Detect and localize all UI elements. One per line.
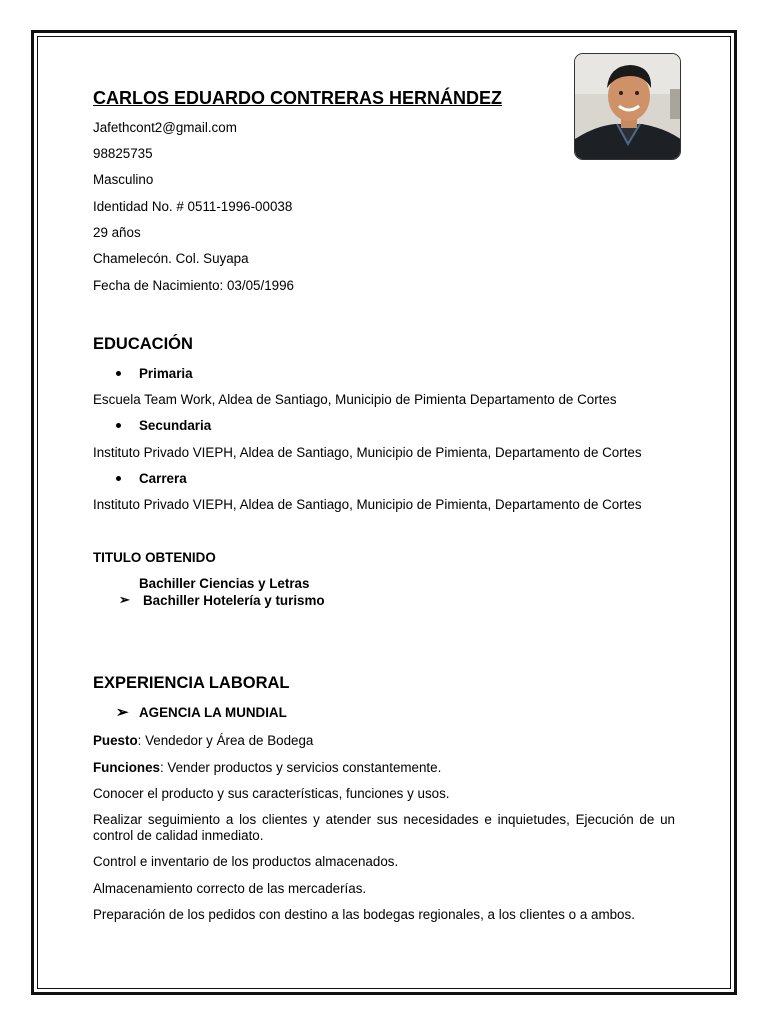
email: Jafethcont2@gmail.com	[93, 120, 237, 135]
bullet-icon	[116, 371, 121, 376]
address: Chamelecón. Col. Suyapa	[93, 251, 249, 266]
bullet-icon	[116, 423, 121, 428]
duty-line: Almacenamiento correcto de las mercaderías.	[93, 881, 367, 896]
phone: 98825735	[93, 146, 153, 161]
duty-line: Conocer el producto y sus características, funciones y usos.	[93, 786, 450, 801]
position-line	[93, 733, 313, 748]
education-school: Escuela Team Work, Aldea de Santiago, Municipio de Pimienta Departamento de Cortes	[93, 392, 617, 407]
education-school: Instituto Privado VIEPH, Aldea de Santiago, Municipio de Pimienta, Departamento de Cortes	[93, 497, 642, 512]
education-school: Instituto Privado VIEPH, Aldea de Santiago, Municipio de Pimienta, Departamento de Cortes	[93, 445, 642, 460]
position-value: : Vendedor y Área de Bodega	[137, 733, 314, 748]
degree-item: Bachiller Ciencias y Letras	[139, 576, 310, 591]
gender: Masculino	[93, 172, 154, 187]
bullet-icon	[116, 476, 121, 481]
arrow-bullet-icon: ➢	[119, 592, 130, 607]
functions-line	[93, 760, 441, 775]
functions-label: Funciones	[93, 760, 160, 775]
position-label: Puesto	[93, 733, 138, 748]
education-level: Secundaria	[139, 418, 212, 433]
functions-value: : Vender productos y servicios constantemente.	[159, 760, 442, 775]
full-name: CARLOS EDUARDO CONTRERAS HERNÁNDEZ	[93, 88, 503, 108]
company-name: AGENCIA LA MUNDIAL	[139, 705, 287, 720]
arrow-bullet-icon: ➢	[116, 704, 129, 721]
age: 29 años	[93, 225, 141, 240]
duty-line: Preparación de los pedidos con destino a las bodegas regionales, a los clientes o a ambos.	[93, 907, 635, 922]
id-number: Identidad No. # 0511-1996-00038	[93, 199, 293, 214]
person-photo-icon	[575, 54, 681, 160]
birth-date: Fecha de Nacimiento: 03/05/1996	[93, 278, 294, 293]
experience-heading: EXPERIENCIA LABORAL	[93, 674, 290, 692]
education-level: Primaria	[139, 366, 193, 381]
education-heading: EDUCACIÓN	[93, 335, 193, 353]
degree-item: Bachiller Hotelería y turismo	[143, 593, 325, 608]
duty-line: Realizar seguimiento a los clientes y atender sus necesidades e inquietudes, Ejecución de un control de calidad inmediato.	[93, 812, 675, 843]
education-level: Carrera	[139, 471, 187, 486]
duty-line: Control e inventario de los productos almacenados.	[93, 854, 399, 869]
degree-heading: TITULO OBTENIDO	[93, 550, 216, 565]
profile-photo	[574, 53, 681, 160]
